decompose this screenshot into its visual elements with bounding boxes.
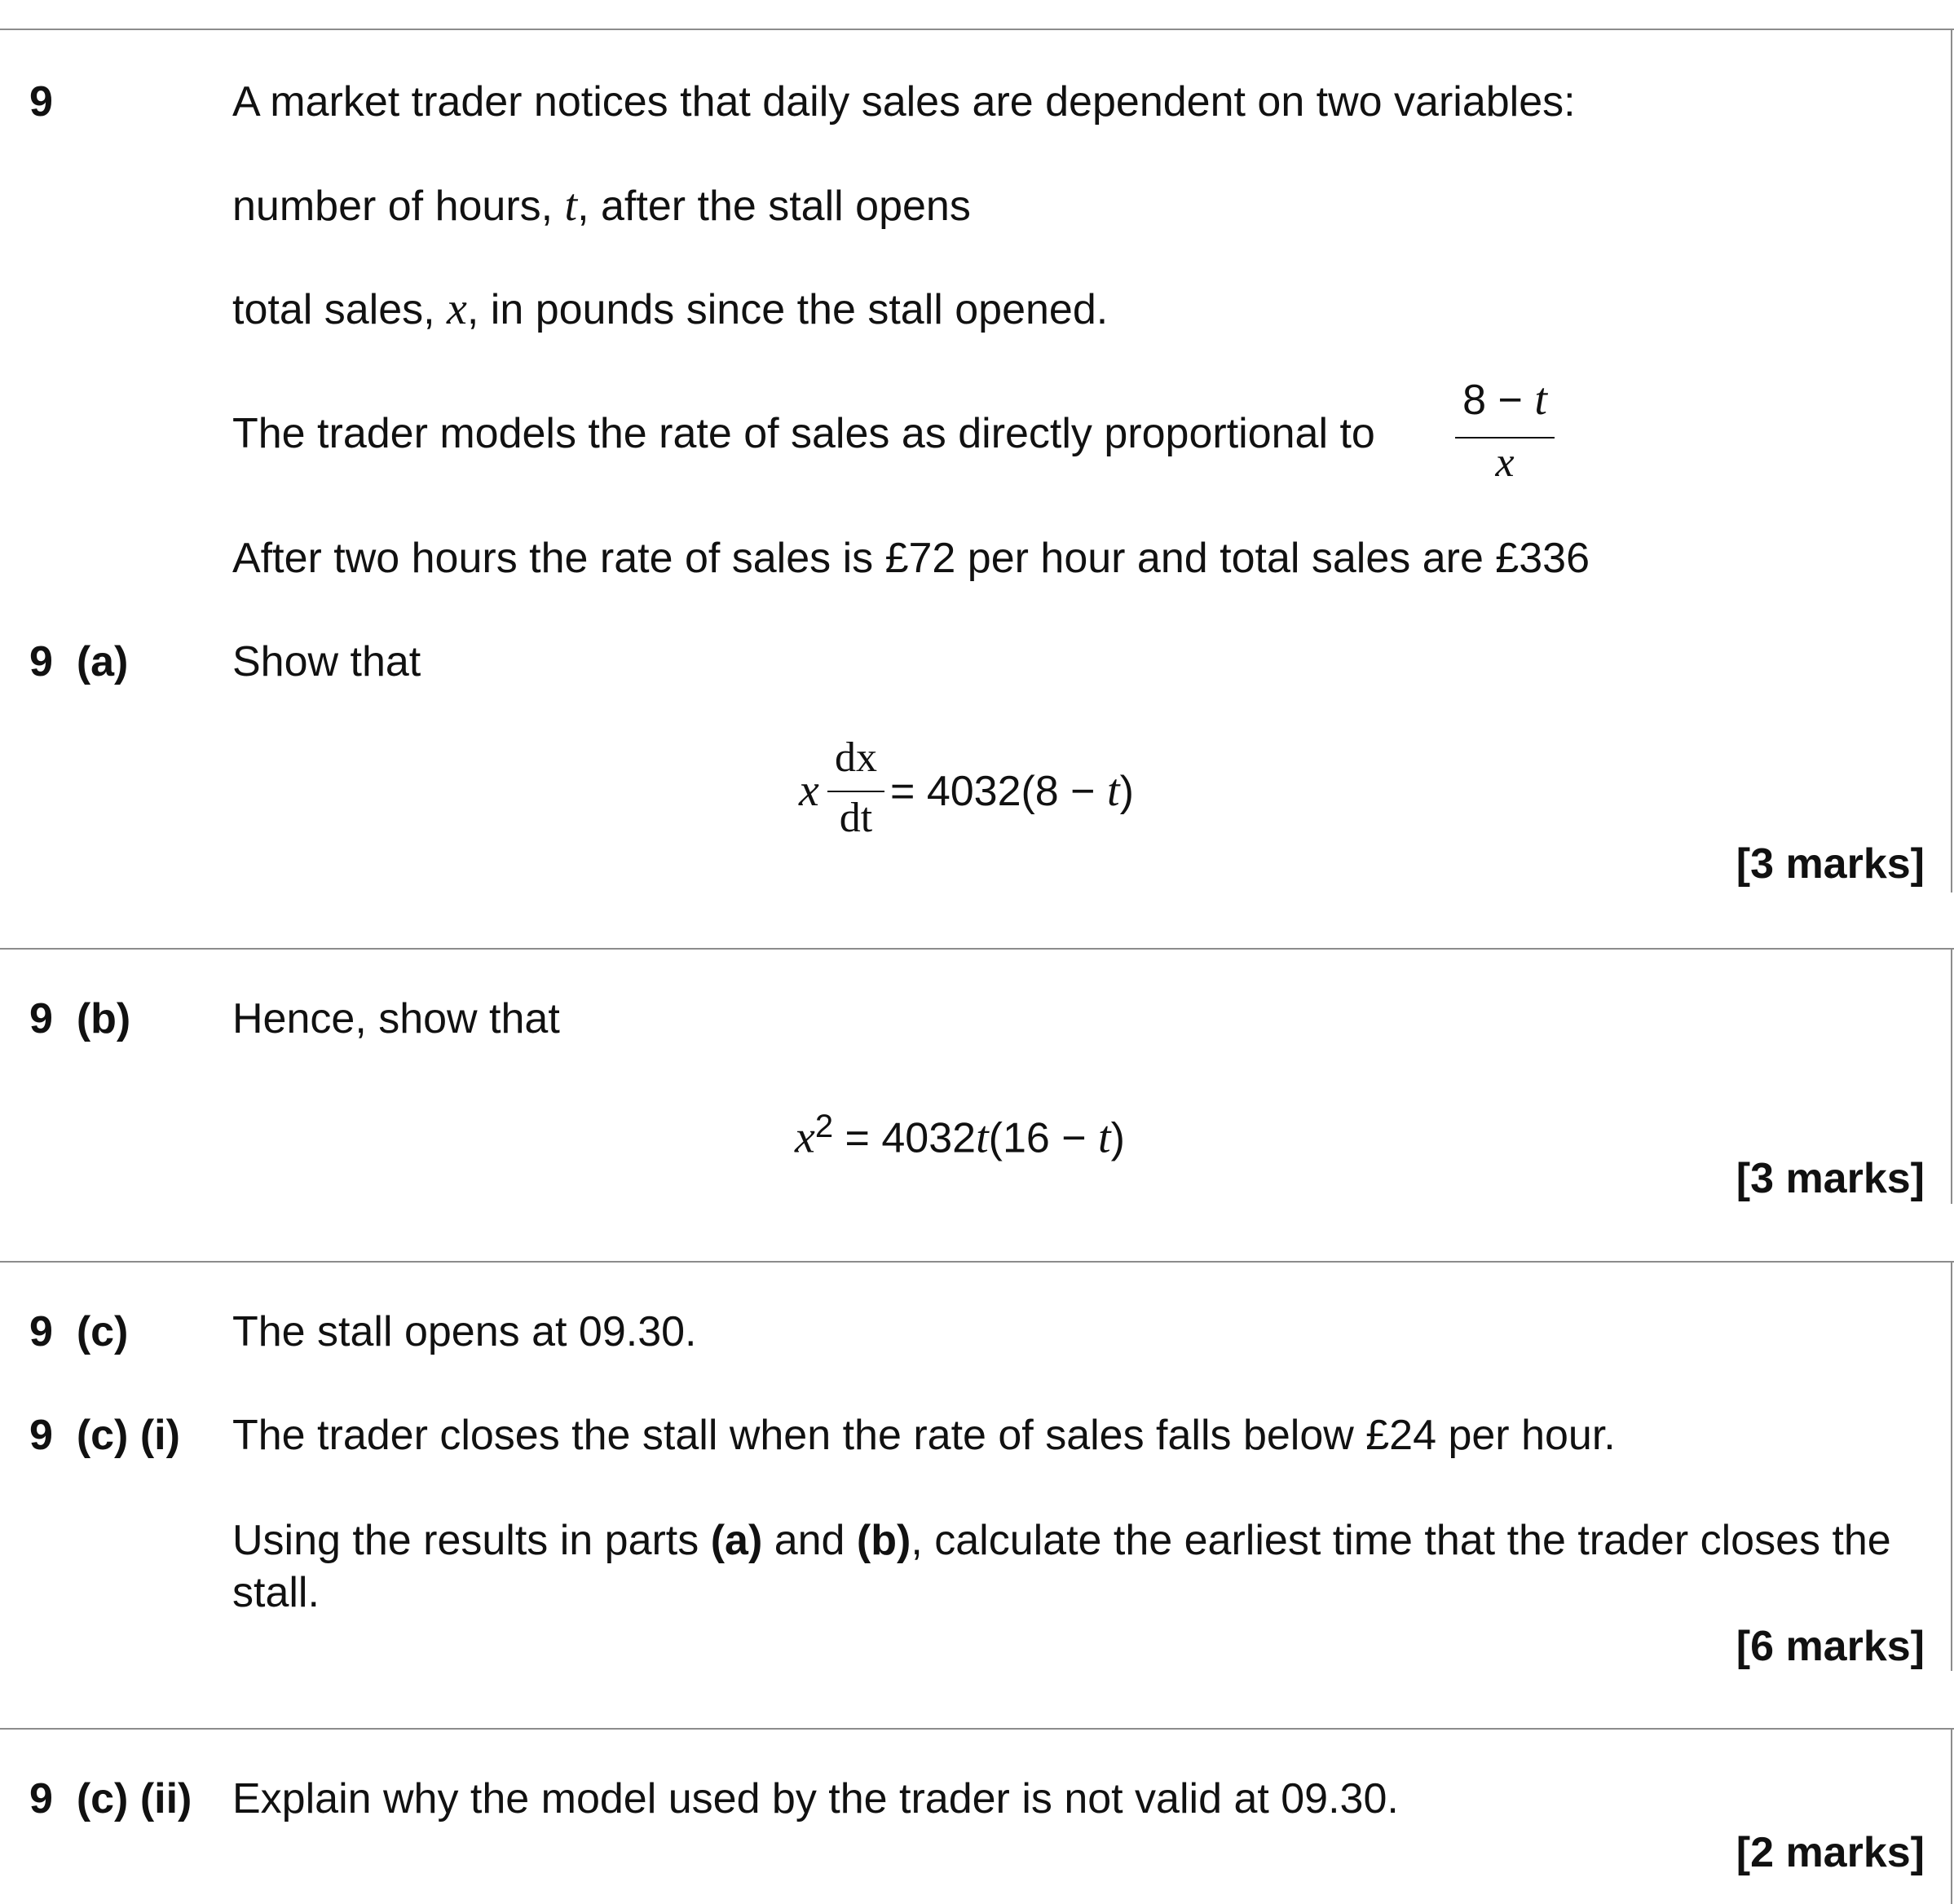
- variable-x-pre: total sales,: [232, 286, 448, 333]
- part-a-label: 9 (a): [29, 638, 129, 685]
- part-c-i-label: 9 (c) (i): [29, 1412, 180, 1459]
- intro-line: A market trader notices that daily sales are dependent on two variables:: [232, 78, 1576, 126]
- part-b-marks: [3 marks]: [1736, 1155, 1925, 1202]
- part-a-marks: [3 marks]: [1736, 840, 1925, 888]
- part-b-eq-sup: 2: [814, 1108, 834, 1144]
- question-number: 9: [29, 78, 53, 126]
- part-a-derivative: [827, 734, 884, 848]
- variable-x-symbol: x: [447, 284, 467, 334]
- variable-x-post: , in pounds since the stall opened.: [466, 286, 1109, 333]
- part-a-derivative-bar: [827, 791, 884, 792]
- part-a-derivative-numerator: dx: [835, 734, 877, 781]
- variable-t-post: , after the stall opens: [577, 183, 971, 230]
- right-border-a: [1951, 29, 1952, 892]
- part-c-i-text: The trader closes the stall when the rate of sales falls below £24 per hour.: [232, 1412, 1616, 1459]
- after-two-hours-text: After two hours the rate of sales is £72 per hour and total sales are £336: [232, 535, 1590, 582]
- part-c-ii-text: Explain why the model used by the trader is not valid at 09.30.: [232, 1775, 1399, 1822]
- variable-t-symbol: t: [564, 180, 578, 231]
- part-c-ii-label: 9 (c) (ii): [29, 1775, 192, 1822]
- right-border-d: [1951, 1728, 1952, 1904]
- variable-x-line: [232, 284, 1108, 334]
- part-b-label: 9 (b): [29, 995, 131, 1042]
- part-a-derivative-denominator: dt: [839, 795, 873, 841]
- part-b-equation: $x^2 = 4032t(16 - t)$: [795, 1108, 1125, 1163]
- part-c-text: The stall opens at 09.30.: [232, 1308, 697, 1355]
- part-c-i-marks: [6 marks]: [1736, 1623, 1925, 1670]
- top-border: [0, 29, 1954, 30]
- variable-t-pre: number of hours,: [232, 183, 565, 230]
- model-fraction-numerator: 8 − t: [1462, 374, 1547, 425]
- model-text: The trader models the rate of sales as directly proportional to: [232, 410, 1375, 457]
- model-fraction-denominator: x: [1495, 439, 1515, 486]
- divider-ci-cii: [0, 1728, 1954, 1730]
- divider-b-c: [0, 1261, 1954, 1263]
- right-border-c: [1951, 1261, 1952, 1671]
- divider-a-b: [0, 948, 1954, 950]
- part-b-text: Hence, show that: [232, 995, 560, 1042]
- right-border-b: [1951, 948, 1952, 1204]
- part-a-equation: [799, 766, 819, 816]
- part-a-eq-rhs: = 4032(8 − t): [890, 765, 1134, 816]
- part-a-eq-x: x: [799, 765, 819, 816]
- model-fraction: [1455, 375, 1555, 489]
- part-c-label: 9 (c): [29, 1308, 129, 1355]
- part-b-eq-x: x: [795, 1112, 815, 1163]
- part-c-i-instruction: Using the results in parts (a) and (b), calculate the earliest time that the trader closes the stall.: [232, 1517, 1891, 1616]
- part-a-text: Show that: [232, 638, 421, 685]
- part-c-ii-marks: [2 marks]: [1736, 1829, 1925, 1876]
- variable-t-line: [232, 181, 971, 231]
